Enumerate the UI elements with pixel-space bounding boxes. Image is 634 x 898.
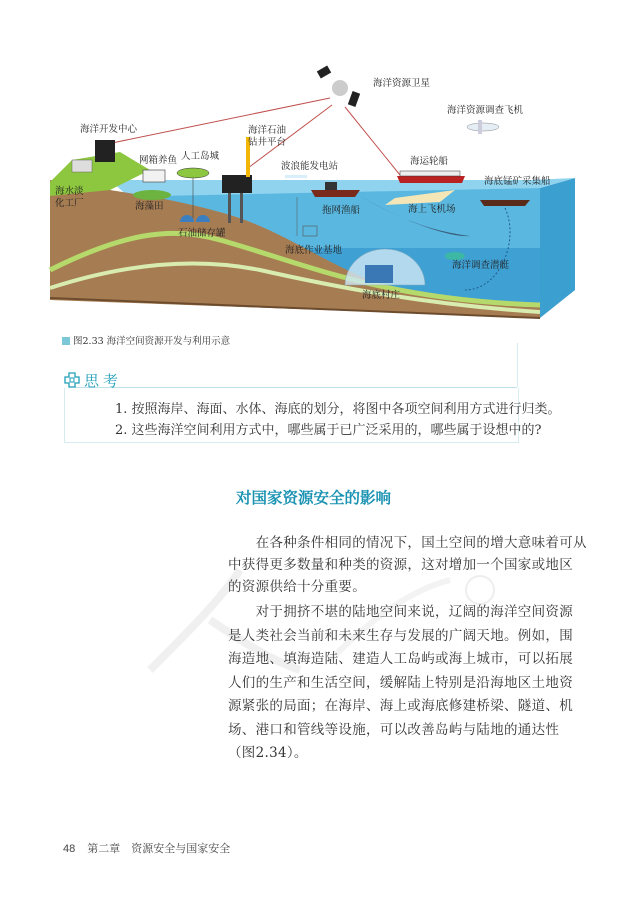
fish-cage-icon — [143, 170, 165, 182]
body-line: 中获得更多数量和种类的资源，这对增加一个国家或地区 — [228, 557, 573, 573]
body-line: 人们的生产和生活空间，缓解陆上特别是沿海地区土地资 — [228, 675, 573, 691]
think-question-2: 2. 这些海洋空间利用方式中，哪些属于已广泛采用的，哪些属于设想中的? — [115, 423, 542, 438]
label-seaweed: 海藻田 — [135, 201, 164, 212]
wave-power-icon — [285, 175, 307, 178]
body-line: 对于拥挤不堪的陆地空间来说，辽阔的海洋空间资源 — [228, 604, 573, 620]
cargo-ship-icon — [397, 176, 465, 183]
label-wave-power: 波浪能发电站 — [281, 161, 339, 172]
label-manganese-ship: 海底锰矿采集船 — [484, 176, 551, 187]
manganese-ship-icon — [480, 200, 530, 206]
seaweed-icon — [133, 190, 171, 200]
label-cage-fish: 网箱养鱼 — [139, 155, 178, 166]
label-satellite: 海洋资源卫星 — [373, 78, 431, 89]
caption-marker-icon — [62, 337, 70, 345]
body-line: （图2.34）。 — [228, 745, 308, 761]
body-line: 海造地、填海造陆、建造人工岛屿或海上城市，可以拓展 — [228, 651, 573, 667]
think-border — [517, 343, 518, 387]
artificial-island-icon — [177, 168, 209, 178]
page-number: 48 — [63, 843, 76, 855]
label-trawler: 拖网渔船 — [322, 205, 361, 216]
ocean-space-diagram — [0, 0, 634, 320]
label-sea-airport: 海上飞机场 — [408, 204, 456, 215]
label-oil-platform: 海洋石油钻井平台 — [248, 125, 287, 148]
chapter-title: 第二章 资源安全与国家安全 — [87, 842, 231, 855]
survey-plane-icon — [467, 120, 499, 134]
body-line: 场、港口和管线等设施，可以改善岛屿与陆地的通达性 — [228, 722, 560, 738]
body-line: 在各种条件相同的情况下，国土空间的增大意味着可从 — [228, 535, 587, 551]
label-cargo-ship: 海运轮船 — [410, 156, 449, 167]
think-icon — [64, 372, 80, 388]
body-line: 的资源供给十分重要。 — [228, 579, 366, 595]
label-seabed-village: 海底村庄 — [362, 290, 401, 301]
trawler-icon — [311, 190, 360, 197]
think-question-1: 1. 按照海岸、海面、水体、海底的划分，将图中各项空间利用方式进行归类。 — [115, 402, 561, 417]
label-dev-center: 海洋开发中心 — [80, 124, 138, 135]
page-footer — [63, 840, 230, 856]
label-seabed-base: 海底作业基地 — [285, 245, 343, 256]
think-title: 思考 — [84, 372, 123, 390]
label-oil-tank: 石油储存罐 — [178, 228, 226, 239]
body-line: 是人类社会当前和未来生存与发展的广阔天地。例如，围 — [228, 628, 573, 644]
label-desalination: 海水淡化工厂 — [55, 186, 84, 209]
label-artificial-island: 人工岛城 — [181, 151, 220, 162]
section-heading: 对国家资源安全的影响 — [236, 489, 392, 507]
label-survey-plane: 海洋资源调查飞机 — [447, 105, 524, 116]
satellite-icon — [317, 66, 360, 107]
dev-center-icon — [95, 140, 115, 162]
caption-text: 图2.33 海洋空间资源开发与利用示意 — [73, 336, 231, 347]
submarine-icon — [445, 252, 465, 260]
body-line: 源紧张的局面；在海岸、海上或海底修建桥梁、隧道、机 — [228, 698, 573, 714]
label-submarine: 海洋调查潜艇 — [452, 260, 510, 271]
figure-caption — [62, 333, 230, 347]
desalination-icon — [72, 160, 92, 172]
water-side — [540, 178, 575, 318]
